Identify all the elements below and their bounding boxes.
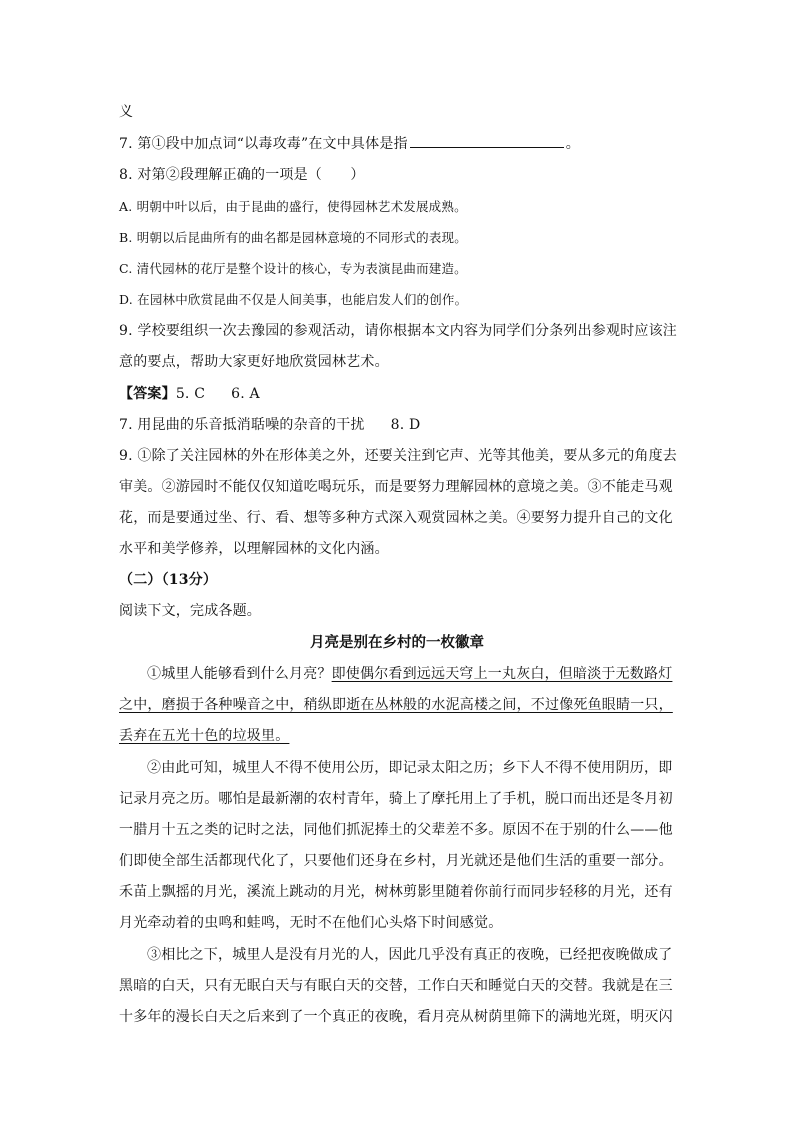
question-8-option-a: A. 明朝中叶以后，由于昆曲的盛行，使得园林艺术发展成熟。 [119, 199, 467, 214]
question-7-text: 7. 第①段中加点词“以毒攻毒”在文中具体是指 [119, 136, 408, 152]
section-heading: （二）（13分） [119, 572, 218, 588]
answer-5: 5. C [175, 386, 206, 402]
paragraph-1-question: ①城里人能够看到什么月亮？ [147, 666, 332, 682]
paragraph-1-line-3: 丢弃在五光十色的垃圾里。 [119, 728, 290, 744]
paragraph-3-line-2: 黑暗的白天，只有无眠白天与有眠白天的交替，工作白天和睡觉白天的交替。我就是在三 [119, 978, 673, 994]
paragraph-2-line-3: 一腊月十五之类的记时之法，同他们抓泥捧土的父辈差不多。原因不在于别的什么——他 [119, 822, 673, 838]
question-8: 8. 对第②段理解正确的一项是（ ） [119, 167, 365, 183]
underlined-sentence: 即使偶尔看到远远天穹上一丸灰白，但暗淡于无数路灯 [331, 666, 673, 682]
answer-7: 7. 用昆曲的乐音抵消聒噪的杂音的干扰 [119, 417, 365, 433]
paragraph-3-line-3: 十多年的漫长白天之后来到了一个真正的夜晚，看月亮从树荫里筛下的满地光斑，明灭闪 [119, 1009, 673, 1025]
answer-9-line-4: 水平和美学修养，以理解园林的文化内涵。 [119, 541, 389, 557]
question-7 [119, 134, 679, 154]
paragraph-2-line-4: 们即使全部生活都现代化了，只要他们还身在乡村，月光就还是他们生活的重要一部分。 [119, 853, 673, 869]
reading-instruction: 阅读下文，完成各题。 [119, 603, 261, 619]
answer-9-line-3: 花，而是要通过坐、行、看、想等多种方式深入观赏园林之美。④要努力提升自己的文化 [119, 510, 673, 526]
paragraph-2-line-2: 记录月亮之历。哪怕是最新潮的农村青年，骑上了摩托用上了手机，脱口而出还是冬月初 [119, 791, 673, 807]
answers-row-2 [119, 415, 679, 435]
paragraph-2-line-5: 禾苗上飘摇的月光，溪流上跳动的月光，树林剪影里随着你前行而同步轻移的月光，还有 [119, 884, 673, 900]
question-8-option-c: C. 清代园林的花厅是整个设计的核心，专为表演昆曲而建造。 [119, 261, 467, 276]
page-top-fragment: 义 [119, 104, 134, 120]
paragraph-2-line-1: ②由此可知，城里人不得不使用公历，即记录太阳之历；乡下人不得不使用阴历，即 [147, 760, 673, 776]
question-8-option-b: B. 明朝以后昆曲所有的曲名都是园林意境的不同形式的表现。 [119, 230, 467, 245]
article-title: 月亮是别在乡村的一枚徽章 [310, 634, 484, 651]
question-8-option-d: D. 在园林中欣赏昆曲不仅是人间美事，也能启发人们的创作。 [119, 292, 468, 307]
answer-9-line-1: 9. ①除了关注园林的外在形体美之外，还要关注到它声、光等其他美，要从多元的角度去 [119, 448, 678, 464]
paragraph-1-line-2: 之中，磨损于各种噪音之中，稍纵即逝在丛林般的水泥高楼之间，不过像死鱼眼睛一只， [119, 697, 673, 713]
answer-label: 【答案】 [119, 386, 176, 402]
question-9-line-1: 9. 学校要组织一次去豫园的参观活动，请你根据本文内容为同学们分条列出参观时应该注 [119, 323, 678, 339]
answer-6: 6. A [231, 386, 260, 402]
answer-8: 8. D [390, 417, 421, 433]
paragraph-3-line-1: ③相比之下，城里人是没有月光的人，因此几乎没有真正的夜晚，已经把夜晚做成了 [147, 947, 673, 963]
answer-9-line-2: 审美。②游园时不能仅仅知道吃喝玩乐，而是要努力理解园林的意境之美。③不能走马观 [119, 479, 673, 495]
question-9-line-2: 意的要点，帮助大家更好地欣赏园林艺术。 [119, 354, 389, 370]
question-7-end: 。 [565, 136, 580, 152]
paragraph-1-line-1 [147, 664, 707, 684]
answer-blank [410, 135, 564, 148]
answers-row-1 [119, 384, 679, 404]
paragraph-2-line-6: 月光牵动着的虫鸣和蛙鸣，无时不在他们心头烙下时间感觉。 [119, 915, 503, 931]
